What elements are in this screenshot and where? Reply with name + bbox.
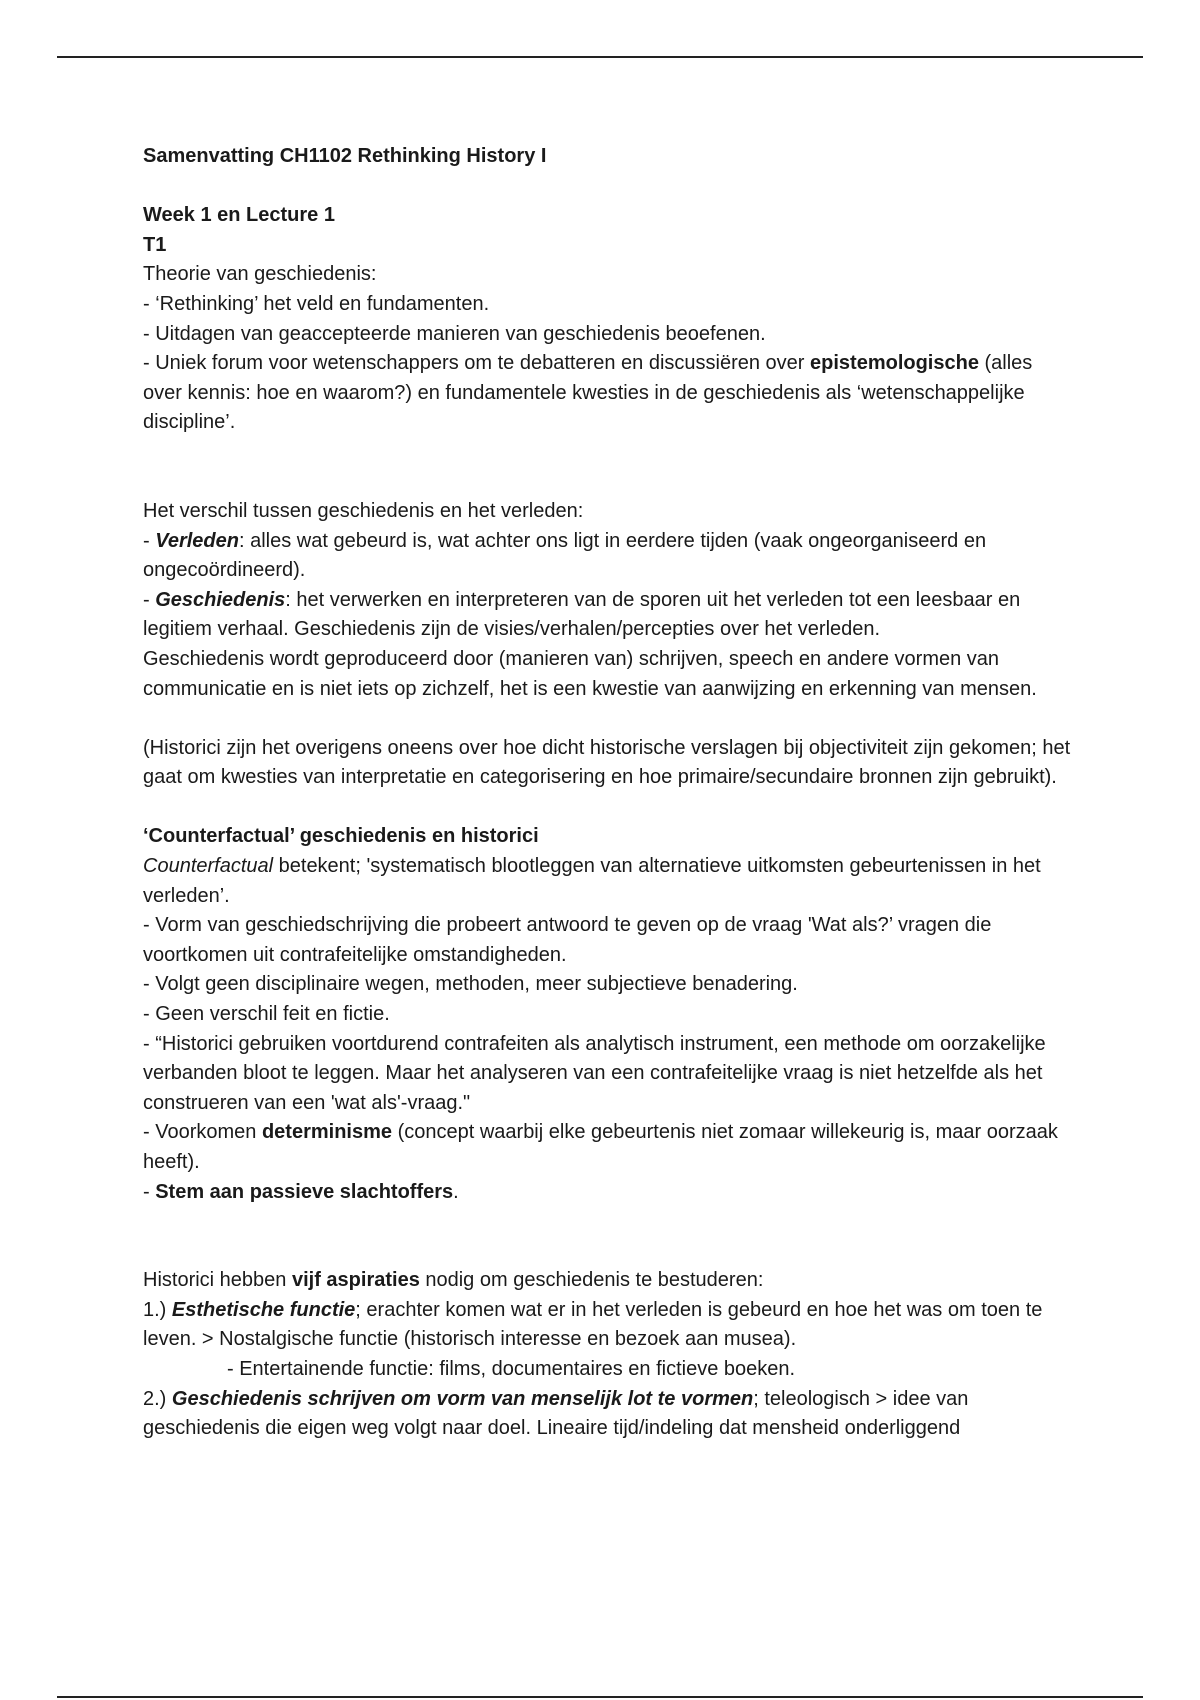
aspiration-item: 2.) Geschiedenis schrijven om vorm van menselijk lot te vormen; teleologisch > idee van geschiedenis die eigen weg volgt naar doel. Lineaire tijd/indeling dat mensheid onderliggend [143,1387,969,1440]
counterfactual-bullet: - Voorkomen determinisme (concept waarbij elke gebeurtenis niet zomaar willekeurig is, maar oorzaak heeft). [143,1121,1058,1173]
t1-heading: T1 [143,233,167,256]
counterfactual-definition: Counterfactual betekent; 'systematisch blootleggen van alternatieve uitkomsten gebeurtenissen in het verleden’. [143,855,1041,907]
counterfactual-heading: ‘Counterfactual’ geschiedenis en historici [143,825,539,848]
counterfactual-bullet: - Stem aan passieve slachtoffers. [143,1180,459,1203]
document-title: Samenvatting CH1102 Rethinking History I [143,145,547,167]
counterfactual-bullet: - Geen verschil feit en fictie. [143,1003,390,1026]
historians-note: (Historici zijn het overigens oneens over hoe dicht historische verslagen bij objectiviteit zijn gekomen; het gaat om kwesties van interpretatie en categorisering en hoe primaire/secundaire bronnen zijn gebruikt). [143,736,1071,789]
page-content [143,142,1073,1444]
theory-bullet: - ‘Rethinking’ het veld en fundamenten. [143,292,490,315]
produced-paragraph: Geschiedenis wordt geproduceerd door (manieren van) schrijven, speech en andere vormen van communicatie en is niet iets op zichzelf, het is een kwestie van aanwijzing en erkenning van mensen. [143,647,1037,700]
verleden-definition: - Verleden: alles wat gebeurd is, wat achter ons ligt in eerdere tijden (vaak ongeorganiseerd en ongecoördineerd). [143,529,987,582]
counterfactual-bullet: - Volgt geen disciplinaire wegen, methoden, meer subjectieve benadering. [143,973,798,996]
aspirations-intro: Historici hebben vijf aspiraties nodig om geschiedenis te bestuderen: [143,1269,764,1292]
theory-bullet: - Uniek forum voor wetenschappers om te debatteren en discussiëren over epistemologische (alles over kennis: hoe en waarom?) en fundamentele kwesties in de geschiedenis als ‘wetenschappelijke discipline’. [143,352,1033,434]
counterfactual-bullet: - “Historici gebruiken voortdurend contrafeiten als analytisch instrument, een methode om oorzakelijke verbanden bloot te leggen. Maar het analyseren van een contrafeitelijke vraag is niet hetzelfde als het construeren van een 'wat als'-vraag." [143,1032,1046,1114]
theory-bullet: - Uitdagen van geaccepteerde manieren van geschiedenis beoefenen. [143,322,766,345]
aspiration-subitem: - Entertainende functie: films, documentaires en fictieve boeken. [227,1357,796,1380]
theory-intro: Theorie van geschiedenis: [143,263,377,286]
counterfactual-bullet: - Vorm van geschiedschrijving die probeert antwoord te geven op de vraag 'Wat als?’ vragen die voortkomen uit contrafeitelijke omstandigheden. [143,914,992,966]
bottom-rule [57,1696,1143,1698]
geschiedenis-definition: - Geschiedenis: het verwerken en interpreteren van de sporen uit het verleden tot een leesbaar en legitiem verhaal. Geschiedenis zijn de visies/verhalen/percepties over het verleden. [143,588,1021,641]
aspiration-item: 1.) Esthetische functie; erachter komen wat er in het verleden is gebeurd en hoe het was om toen te leven. > Nostalgische functie (historisch interesse en bezoek aan musea). [143,1298,1043,1351]
top-rule [57,56,1143,58]
week-heading: Week 1 en Lecture 1 [143,204,335,227]
difference-intro: Het verschil tussen geschiedenis en het verleden: [143,499,584,522]
